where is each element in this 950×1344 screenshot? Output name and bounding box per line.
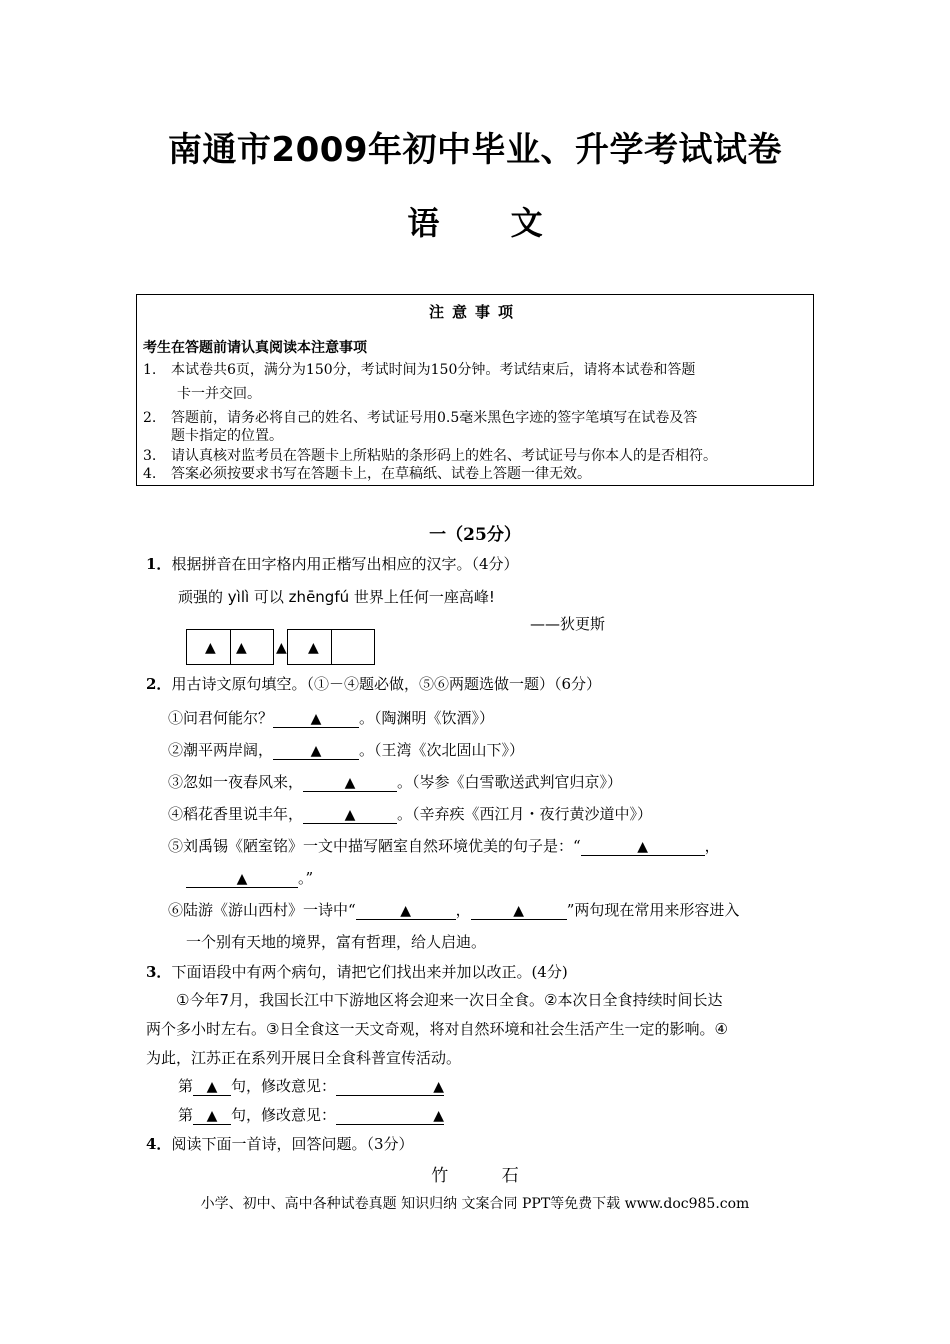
- notice-title: 注意事项: [428, 303, 521, 321]
- q2-item-6: ⑥陆游《游山西村》一诗中“ ▲ ， ▲ ”两句现在常用来形容进入: [168, 901, 740, 919]
- answer-blank[interactable]: ▲: [303, 805, 397, 824]
- answer-marker: ▲: [308, 640, 319, 656]
- answer-marker: ▲: [236, 640, 247, 656]
- q2-item-1: ①问君何能尔？ ▲ 。（陶渊明《饮酒》）: [168, 709, 495, 727]
- answer-blank[interactable]: ▲: [193, 1077, 231, 1096]
- question-2: 2．用古诗文原句填空。（①－④题必做，⑤⑥两题选做一题）（6分）: [146, 675, 601, 693]
- q1-author: ——狄更斯: [530, 615, 606, 633]
- answer-blank[interactable]: ▲: [273, 709, 359, 728]
- answer-blank[interactable]: ▲: [471, 901, 567, 920]
- notice-item: 1. 本试卷共6页，满分为150分，考试时间为150分钟。考试结束后，请将本试卷和答题: [143, 362, 696, 378]
- q2-item-4: ④稻花香里说丰年， ▲ 。（辛弃疾《西江月・夜行黄沙道中》）: [168, 805, 653, 823]
- section-heading: 一（25分）: [429, 525, 521, 545]
- answer-blank[interactable]: ▲: [356, 901, 456, 920]
- poem-title: 竹 石: [431, 1166, 543, 1186]
- q3-answer-line: 第 ▲ 句，修改意见： ▲: [178, 1077, 445, 1095]
- notice-item: 3. 请认真核对监考员在答题卡上所粘贴的条形码上的姓名、考试证号与你本人的是否相符。: [143, 448, 717, 464]
- notice-subtitle: 考生在答题前请认真阅读本注意事项: [143, 340, 367, 356]
- q3-paragraph-line: 两个多小时左右。③日全食这一天文奇观，将对自然环境和社会生活产生一定的影响。④: [146, 1020, 728, 1038]
- q2-item-2: ②潮平两岸阔， ▲ 。（王湾《次北固山下》）: [168, 741, 525, 759]
- q2-item-5: ⑤刘禹锡《陋室铭》一文中描写陋室自然环境优美的句子是：“ ▲ ，: [168, 837, 720, 855]
- subject-title: 语 文: [407, 204, 573, 242]
- q2-item-3: ③忽如一夜春风来， ▲ 。（岑参《白雪歌送武判官归京》）: [168, 773, 623, 791]
- q3-paragraph-line: ①今年7月，我国长江中下游地区将会迎来一次日全食。②本次日全食持续时间长达: [176, 991, 723, 1009]
- answer-marker: ▲: [276, 640, 287, 656]
- page-footer: 小学、初中、高中各种试卷真题 知识归纳 文案合同 PPT等免费下载 www.doc985.com: [200, 1196, 750, 1212]
- notice-item-cont: 题卡指定的位置。: [171, 428, 283, 444]
- answer-blank[interactable]: ▲: [193, 1106, 231, 1125]
- question-4: 4．阅读下面一首诗，回答问题。（3分）: [146, 1135, 414, 1153]
- tianzige-grid-2[interactable]: [287, 629, 375, 665]
- question-3: 3．下面语段中有两个病句，请把它们找出来并加以改正。(4分): [146, 963, 568, 981]
- notice-item: 2. 答题前，请务必将自己的姓名、考试证号用0.5毫米黑色字迹的签字笔填写在试卷及答: [143, 410, 698, 426]
- answer-blank[interactable]: ▲: [581, 837, 705, 856]
- exam-title: 南通市2009年初中毕业、升学考试试卷: [167, 130, 783, 170]
- answer-blank[interactable]: ▲: [273, 741, 359, 760]
- tianzige-grid-1[interactable]: [186, 629, 274, 665]
- answer-blank[interactable]: ▲: [303, 773, 397, 792]
- q3-paragraph-line: 为此，江苏正在系列开展日全食科普宣传活动。: [146, 1049, 462, 1067]
- answer-blank[interactable]: ▲: [336, 1106, 444, 1125]
- notice-box: [136, 294, 814, 486]
- answer-marker: ▲: [205, 640, 216, 656]
- q3-answer-line: 第 ▲ 句，修改意见： ▲: [178, 1106, 445, 1124]
- notice-item: 4. 答案必须按要求书写在答题卡上，在草稿纸、试卷上答题一律无效。: [143, 466, 591, 482]
- answer-blank[interactable]: ▲: [186, 869, 298, 888]
- answer-blank[interactable]: ▲: [336, 1077, 444, 1096]
- q1-quote: 顽强的 yìlì 可以 zhēngfú 世界上任何一座高峰!: [178, 588, 495, 606]
- question-1: 1．根据拼音在田字格内用正楷写出相应的汉字。（4分）: [146, 555, 519, 573]
- notice-item-cont: 卡一并交回。: [177, 386, 261, 402]
- q2-item-5-cont: ▲ 。”: [186, 867, 313, 888]
- q2-item-6-cont: 一个别有天地的境界，富有哲理，给人启迪。: [186, 933, 487, 951]
